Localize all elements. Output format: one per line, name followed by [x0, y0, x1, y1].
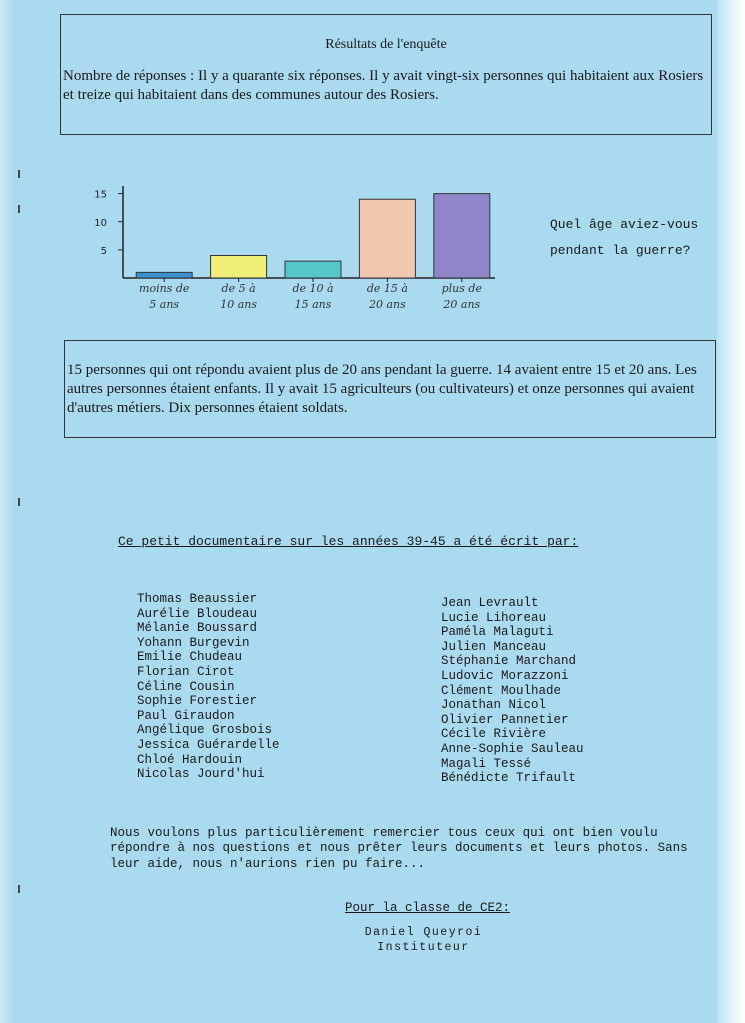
x-tick-label: plus de: [441, 282, 482, 295]
thanks-paragraph: Nous voulons plus particulièrement remercier tous ceux qui ont bien voulu répondre à nos questions et nous prêter leurs documents et leurs photos. Sans leur aide, nous n'aurions rien pu faire...: [110, 826, 688, 871]
summary-box: [64, 340, 716, 438]
credit-name: Jessica Guérardelle: [137, 737, 280, 752]
margin-tick: [18, 170, 20, 178]
margin-tick: [18, 205, 20, 213]
credit-name: Céline Cousin: [137, 679, 235, 694]
x-tick-label: de 15 à: [366, 282, 408, 295]
summary-text: 15 personnes qui ont répondu avaient plus de 20 ans pendant la guerre. 14 avaient entre 15 et 20 ans. Les autres personnes étaient enfants. Il y avait 15 agriculteurs (ou cultivateurs) et onze personnes qui avaient d'autres métiers. Dix personnes étaient soldats.: [67, 362, 697, 416]
x-tick-label: 20 ans: [369, 298, 406, 311]
credit-name: Cécile Rivière: [441, 727, 547, 742]
credit-name: Stéphanie Marchand: [441, 654, 577, 669]
credit-name: Chloé Hardouin: [137, 752, 243, 767]
credit-name: Jonathan Nicol: [441, 698, 547, 713]
chart-question-line: Quel âge aviez-vous: [550, 217, 699, 232]
y-tick-label: 10: [94, 217, 107, 229]
credit-name: Olivier Pannetier: [441, 712, 569, 727]
x-tick-label: 20 ans: [443, 298, 481, 311]
credit-name: Thomas Beaussier: [137, 592, 258, 606]
x-tick-label: 15 ans: [294, 298, 332, 311]
credit-name: Yohann Burgevin: [137, 635, 250, 650]
bar: [136, 272, 192, 278]
teacher-name: Daniel Queyroi: [364, 926, 483, 939]
age-bar-chart: [85, 180, 535, 320]
signoff-heading: Pour la classe de CE2:: [345, 901, 511, 915]
survey-text: Nombre de réponses : Il y a quarante six réponses. Il y avait vingt-six personnes qui habitaient aux Rosiers et treize qui habitaient dans des communes autour des Rosiers.: [63, 68, 704, 103]
survey-results-box: [60, 14, 712, 135]
chart-question-line: pendant la guerre?: [550, 243, 691, 258]
credit-name: Ludovic Morazzoni: [441, 668, 569, 683]
x-tick-label: moins de: [139, 282, 190, 295]
bar: [434, 194, 490, 278]
credit-name: Jean Levrault: [441, 596, 539, 610]
credit-name: Paul Giraudon: [137, 708, 235, 723]
margin-tick: [18, 885, 20, 893]
x-tick-label: 5 ans: [149, 298, 180, 311]
credit-name: Aurélie Bloudeau: [137, 606, 258, 621]
bar: [211, 256, 267, 279]
credit-name: Bénédicte Trifault: [441, 771, 577, 786]
page-right-edge: [717, 0, 745, 1023]
credit-name: Lucie Lihoreau: [441, 610, 547, 625]
y-tick-label: 5: [100, 245, 107, 257]
credit-name: Sophie Forestier: [137, 694, 258, 709]
credit-name: Nicolas Jourd'hui: [137, 767, 265, 782]
credits-heading: Ce petit documentaire sur les années 39-45 a été écrit par:: [118, 534, 579, 549]
credit-name: Mélanie Boussard: [137, 621, 258, 636]
credits-list-left: [137, 592, 280, 782]
credit-name: Emilie Chudeau: [137, 650, 243, 665]
page-left-edge: [0, 0, 14, 1023]
credit-name: Angélique Grosbois: [137, 723, 273, 738]
x-tick-label: de 10 à: [292, 282, 334, 295]
credit-name: Paméla Malaguti: [441, 625, 554, 640]
credit-name: Anne-Sophie Sauleau: [441, 741, 584, 756]
survey-title: Résultats de l'enquête: [325, 37, 447, 52]
x-tick-label: de 5 à: [221, 282, 256, 295]
chart-question: [550, 212, 720, 264]
margin-tick: [18, 498, 20, 506]
bar: [285, 261, 341, 278]
teacher-role: Instituteur: [377, 941, 470, 954]
bar: [359, 199, 415, 278]
credit-name: Magali Tessé: [441, 756, 532, 771]
credit-name: Clément Moulhade: [441, 683, 562, 698]
credit-name: Florian Cirot: [137, 664, 235, 679]
x-tick-label: 10 ans: [220, 298, 257, 311]
credits-list-right: [441, 596, 584, 786]
signature-block: [361, 925, 486, 955]
y-tick-label: 15: [94, 189, 107, 201]
credit-name: Julien Manceau: [441, 639, 547, 654]
